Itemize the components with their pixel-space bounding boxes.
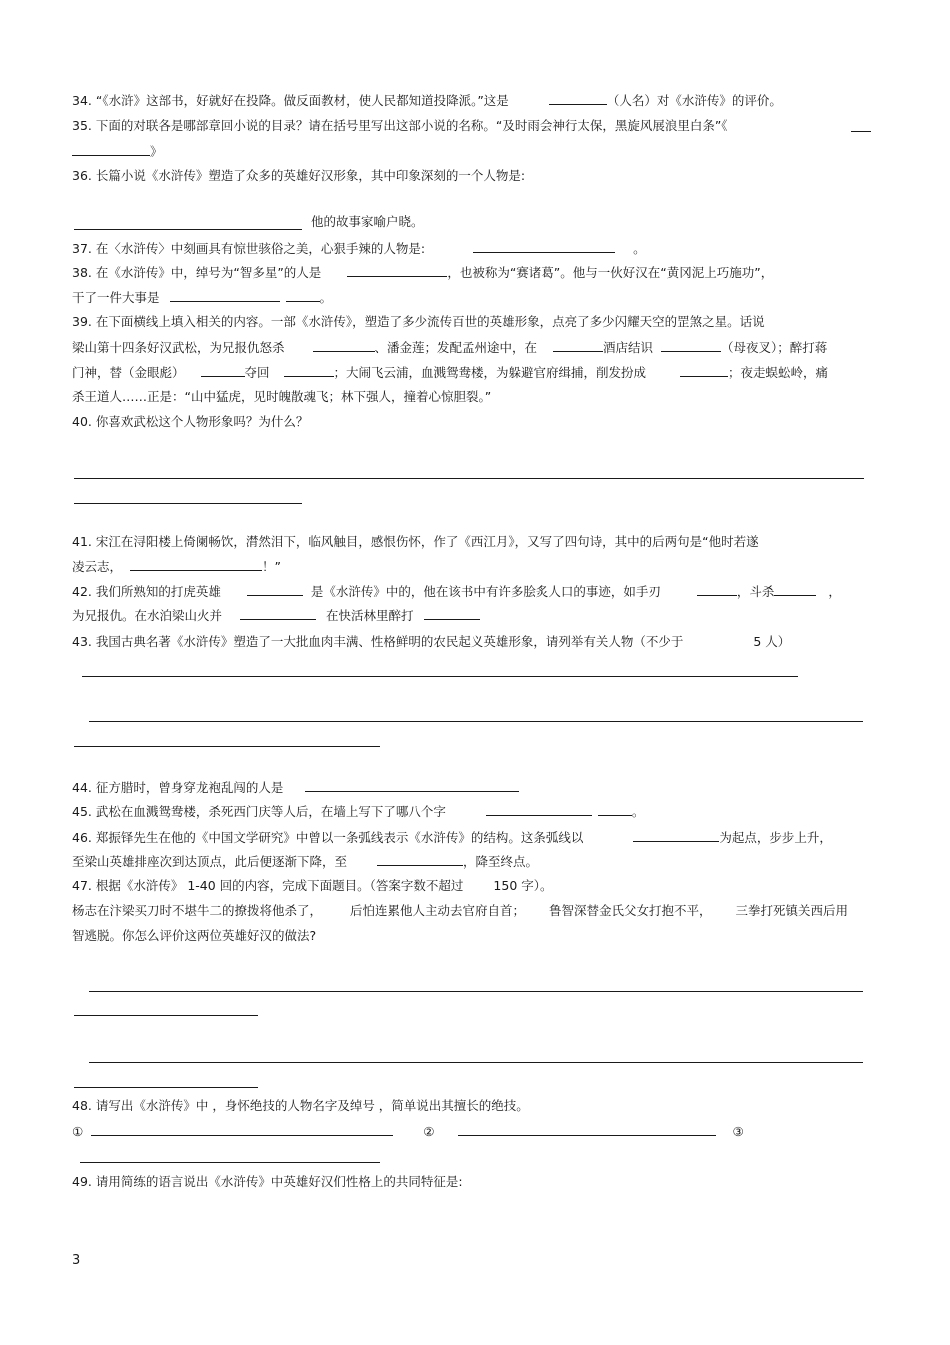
answer-blank[interactable] [247,583,303,596]
answer-blank[interactable] [377,853,463,866]
question-47: 47. 根据《水浒传》 1-40 回的内容，完成下面题目。（答案字数不超过 150 字）。 [72,878,553,893]
question-36-cont: 他的故事家喻户晓。 [311,214,424,229]
page-number: 3 [72,1253,81,1268]
question-48: 48. 请写出《水浒传》中 ，身怀绝技的人物名字及绰号 ，简单说出其擅长的绝技。 [72,1098,529,1113]
answer-blank[interactable] [680,364,728,377]
answer-blank[interactable] [347,264,447,277]
question-45: 45. 武松在血溅鸳鸯楼，杀死西门庆等人后，在墙上写下了哪八个字 。 [72,804,645,819]
question-41: 41. 宋江在浔阳楼上倚阑畅饮，潸然泪下，临风触目，感恨伤怀，作了《西江月》，又写了四句诗，其中的后两句是“他时若遂 [72,534,759,549]
question-49: 49. 请用简练的语言说出《水浒传》中英雄好汉们性格上的共同特征是: [72,1174,463,1189]
answer-blank[interactable] [553,339,603,352]
marker-2: ② [423,1124,435,1139]
answer-blank[interactable] [520,803,592,816]
answer-blank[interactable] [661,339,721,352]
answer-blank[interactable] [486,803,520,816]
question-41-cont: 凌云志， ！” [72,559,281,574]
answer-line[interactable] [89,721,863,722]
answer-blank[interactable] [226,289,280,302]
answer-blank[interactable] [72,143,150,156]
answer-blank[interactable] [458,1123,716,1136]
question-39-line3: 门神，替（金眼彪） 夺回 ；大闹飞云浦，血溅鸳鸯楼，为躲避官府缉捕，削发扮成 ；夜走蜈蚣岭，痛 [72,365,829,380]
answer-blank[interactable] [305,779,519,792]
answer-line[interactable] [74,1087,258,1088]
question-37: 37. 在〈水浒传〉中刻画具有惊世骇俗之美，心狠手辣的人物是: 。 [72,241,646,256]
question-42: 42. 我们所熟知的打虎英雄 是《水浒传》中的，他在该书中有许多脍炙人口的事迹，如手刃 ，斗杀 ， [72,584,841,599]
answer-blank[interactable] [170,289,226,302]
answer-line[interactable] [80,1162,380,1163]
question-39-line4: 杀王道人……正是：“山中猛虎，见时魄散魂飞；林下强人，撞着心惊胆裂。” [72,389,492,404]
answer-blank[interactable] [284,364,334,377]
answer-blank[interactable] [313,339,375,352]
question-47-prompt: 智逃脱。你怎么评价这两位英雄好汉的做法? [72,928,317,943]
answer-blank[interactable] [130,558,262,571]
answer-blank[interactable] [774,583,816,596]
question-48-answers [72,1123,744,1140]
answer-blank[interactable] [286,289,320,302]
question-44: 44. 征方腊时，曾身穿龙袍乱闯的人是 [72,779,519,796]
answer-blank[interactable] [697,583,737,596]
answer-line[interactable] [74,229,302,230]
question-46: 46. 郑振铎先生在他的《中国文学研究》中曾以一条弧线表示《水浒传》的结构。这条弧线以 为起点，步步上升， [72,830,832,845]
answer-line[interactable] [74,1015,258,1016]
answer-blank[interactable] [549,92,607,105]
answer-blank[interactable] [240,607,316,620]
answer-blank[interactable] [598,803,632,816]
question-38-cont: 干了一件大事是 。 [72,290,333,305]
question-46-cont: 至梁山英雄排座次到达顶点，此后便逐渐下降，至 ，降至终点。 [72,854,539,869]
question-39: 39. 在下面横线上填入相关的内容。一部《水浒传》，塑造了多少流传百世的英雄形象，点亮了多少闪耀天空的罡煞之星。话说 [72,314,765,329]
answer-blank[interactable] [851,131,871,132]
question-38: 38. 在《水浒传》中，绰号为“智多星”的人是 ，也被称为“赛诸葛”。他与一伙好汉在“黄冈泥上巧施功”， [72,265,774,280]
question-36: 36. 长篇小说《水浒传》塑造了众多的英雄好汉形象，其中印象深刻的一个人物是: [72,168,526,183]
question-34: 34. “《水浒》这部书，好就好在投降。做反面教材，使人民都知道投降派。”这是 （人名）对《水浒传》的评价。 [72,93,782,108]
answer-blank[interactable] [201,364,245,377]
question-42-cont: 为兄报仇。在水泊梁山火并 在快活林里醉打 [72,607,480,624]
answer-line[interactable] [89,991,863,992]
question-35: 35. 下面的对联各是哪部章回小说的目录？请在括号里写出这部小说的名称。“及时雨会神行太保，黑旋风展浪里白条”《 [72,118,728,133]
answer-line[interactable] [82,676,798,677]
question-39-line2: 梁山第十四条好汉武松，为兄报仇怒杀 、潘金莲；发配孟州途中，在 酒店结识 （母夜叉）；醉打蒋 [72,340,828,355]
question-40: 40. 你喜欢武松这个人物形象吗？为什么？ [72,414,309,429]
marker-3: ③ [732,1124,744,1139]
answer-line[interactable] [74,503,302,504]
marker-1: ① [72,1124,84,1139]
question-47-text: 杨志在汴梁买刀时不堪牛二的撩拨将他杀了， 后怕连累他人主动去官府自首； 鲁智深替金氏父女打抱不平， 三拳打死镇关西后用 [72,903,849,918]
question-35-cont: 》 [72,143,163,160]
answer-line[interactable] [74,746,380,747]
answer-blank[interactable] [91,1123,393,1136]
answer-blank[interactable] [473,240,615,253]
answer-blank[interactable] [424,607,480,620]
question-43: 43. 我国古典名著《水浒传》塑造了一大批血肉丰满、性格鲜明的农民起义英雄形象，请列举有关人物（不少于 5 人） [72,634,791,649]
answer-line[interactable] [89,1062,863,1063]
answer-line[interactable] [74,478,864,479]
answer-blank[interactable] [633,829,719,842]
